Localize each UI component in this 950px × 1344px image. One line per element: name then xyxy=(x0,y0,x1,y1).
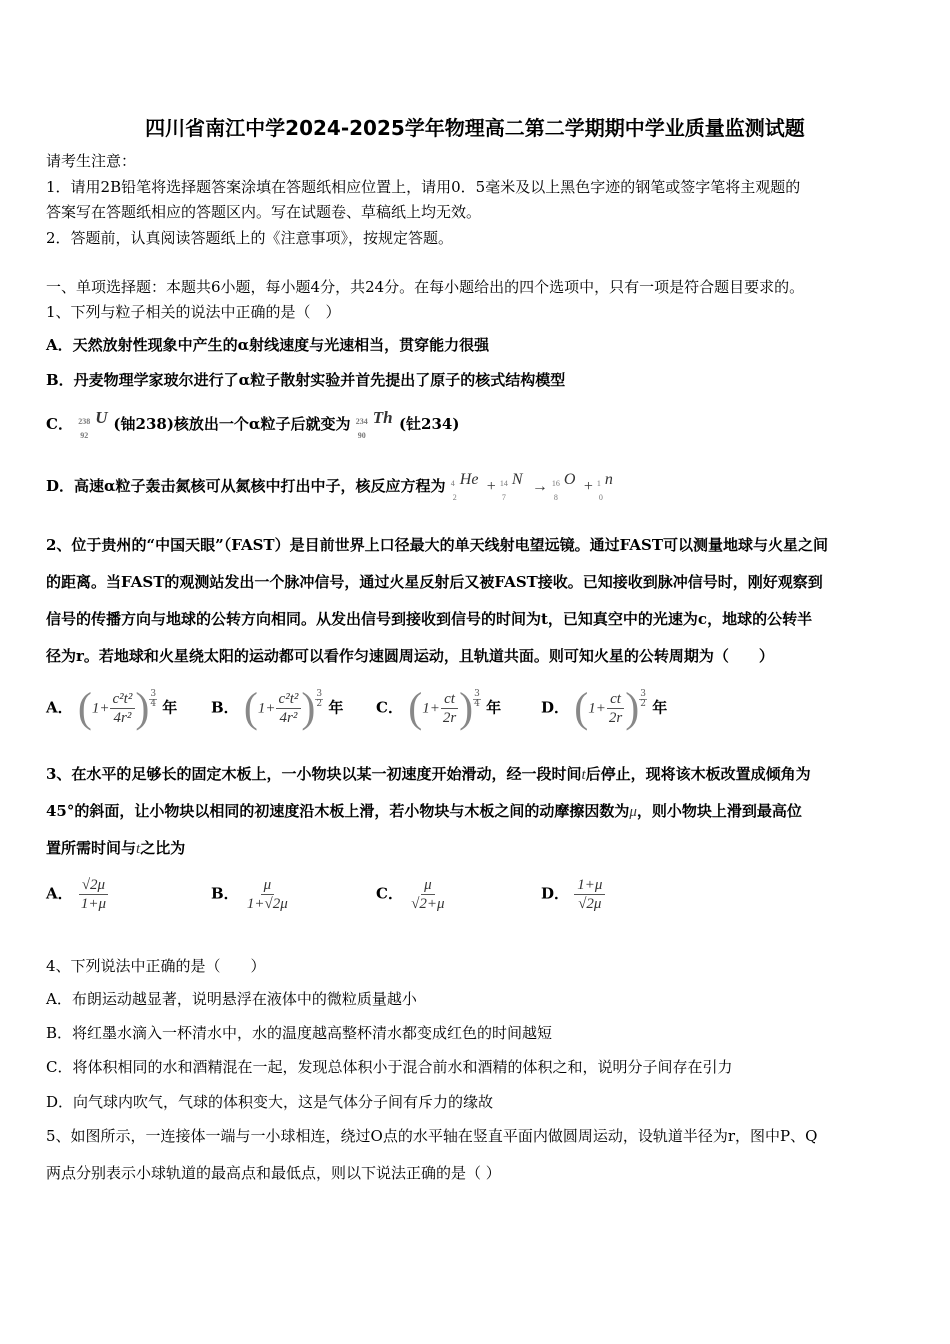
notice-line-1b: 答案写在答题纸相应的答题区内。写在试题卷、草稿纸上均无效。 xyxy=(46,203,482,221)
q2-option-b: B． (1+ $\frac{\text{c²t²}}{\text{4r²}}$ ) $\frac{3}{2}$ 年 xyxy=(211,685,344,732)
q3-option-a-denominator: 1+μ xyxy=(80,896,107,912)
page-title: 四川省南江中学2024-2025学年物理高二第二学期期中学业质量监测试题 xyxy=(145,116,805,140)
q1-option-d xyxy=(46,471,619,503)
q3-var-mu: μ xyxy=(629,804,637,820)
q4-option-b: B．将红墨水滴入一杯清水中，水的温度越高整杯清水都变成红色的时间越短 xyxy=(46,1024,553,1042)
thorium-mass-number: 234 xyxy=(355,417,368,426)
q2-option-b-label: B． xyxy=(211,698,239,717)
he-mass: 4 xyxy=(450,479,455,489)
q3-option-c-numerator: μ xyxy=(421,876,435,895)
q2-option-b-numerator: c²t² xyxy=(276,690,302,709)
q5-line-1: 5、如图所示，一连接体一端与一小球相连，绕过O点的水平轴在竖直平面内做圆周运动，设轨道半径为r，图中P、Q xyxy=(46,1127,818,1145)
n-symbol: N xyxy=(511,471,523,489)
notice-heading: 请考生注意： xyxy=(46,152,137,170)
q3-option-d-label: D． xyxy=(541,884,570,903)
q2-option-a-unit: 年 xyxy=(162,698,178,717)
q3-option-a-numerator: √2μ xyxy=(79,876,108,895)
section-heading: 一、单项选择题：本题共6小题，每小题4分，共24分。在每小题给出的四个选项中，只有一项是符合题目要求的。 xyxy=(46,278,805,296)
q2-option-a-exp-den: 4 xyxy=(150,699,157,709)
q5-line-2: 两点分别表示小球轨道的最高点和最低点，则以下说法正确的是（ ） xyxy=(46,1164,501,1182)
q2-option-d-exp-den: 2 xyxy=(640,699,646,709)
q2-option-d-unit: 年 xyxy=(652,698,668,717)
q2-line-1: 2、位于贵州的“中国天眼”（FAST）是目前世界上口径最大的单天线射电望远镜。通过FAST可以测量地球与火星之间 xyxy=(46,536,829,554)
q1-option-c-label: C． xyxy=(46,415,73,433)
q3-option-a-label: A． xyxy=(46,884,73,903)
q3-option-b-label: B． xyxy=(211,884,239,903)
q2-option-c-one: 1+ xyxy=(422,700,440,717)
q3-var-t-2: t xyxy=(136,841,141,857)
notice-line-2: 2．答题前，认真阅读答题纸上的《注意事项》，按规定答题。 xyxy=(46,229,454,247)
q2-option-d-label: D． xyxy=(541,698,570,717)
q2-option-c-exp-num: 3 xyxy=(474,689,480,699)
q4-stem: 4、下列说法中正确的是（ ） xyxy=(46,957,266,975)
o-charge: 8 xyxy=(553,493,558,503)
q2-line-3: 信号的传播方向与地球的公转方向相同。从发出信号到接收到信号的时间为t，已知真空中的光速为c，地球的公转半 xyxy=(46,610,813,628)
q2-option-d-one: 1+ xyxy=(588,700,606,717)
q1-option-d-text: D．高速α粒子轰击氮核可从氮核中打出中子，核反应方程为 xyxy=(46,477,446,495)
q3-line-2b: ，则小物块上滑到最高位 xyxy=(636,802,802,820)
q2-option-a-one: 1+ xyxy=(91,700,110,717)
plus-sign: + xyxy=(486,478,496,495)
q3-line-3a: 置所需时间与 xyxy=(46,839,137,857)
q2-option-c-denominator: 2r xyxy=(442,710,457,726)
q2-option-b-one: 1+ xyxy=(257,700,276,717)
uranium-isotope xyxy=(78,408,108,440)
q2-option-c-unit: 年 xyxy=(486,698,502,717)
q2-option-b-exp-den: 2 xyxy=(316,699,323,709)
o-symbol: O xyxy=(563,471,576,489)
q3-option-d-numerator: 1+μ xyxy=(574,876,605,895)
q3-line-3b: 之比为 xyxy=(140,839,186,857)
neutron-charge: 0 xyxy=(598,493,603,503)
q2-option-d-numerator: ct xyxy=(607,690,624,709)
q3-line-1b: 后停止，现将该木板改置成倾角为 xyxy=(585,765,811,783)
thorium-isotope xyxy=(355,408,394,440)
uranium-atomic-number: 92 xyxy=(80,431,89,440)
uranium-mass-number: 238 xyxy=(78,417,91,426)
q1-option-b: B．丹麦物理学家玻尔进行了α粒子散射实验并首先提出了原子的核式结构模型 xyxy=(46,371,566,389)
thorium-atomic-number: 90 xyxy=(357,431,366,440)
q1-option-c-end: (钍234) xyxy=(398,415,460,433)
q2-option-a-label: A． xyxy=(46,698,73,717)
neutron-symbol: n xyxy=(604,471,613,489)
q1-option-c xyxy=(46,408,460,440)
q2-line-4: 径为r。若地球和火星绕太阳的运动都可以看作匀速圆周运动，且轨道共面。则可知火星的公转周期为（ ） xyxy=(46,647,774,665)
q2-option-b-denominator: 4r² xyxy=(279,710,298,726)
q3-option-d-denominator: √2μ xyxy=(578,896,602,912)
q1-option-a: A．天然放射性现象中产生的α射线速度与光速相当，贯穿能力很强 xyxy=(46,336,490,354)
reaction-arrow: → xyxy=(531,478,548,495)
o-mass: 16 xyxy=(551,479,560,489)
q2-option-b-unit: 年 xyxy=(328,698,344,717)
q3-option-d xyxy=(541,876,605,913)
q4-option-a: A．布朗运动越显著，说明悬浮在液体中的微粒质量越小 xyxy=(46,990,417,1008)
q3-line-2a: 45°的斜面，让小物块以相同的初速度沿木板上滑，若小物块与木板之间的动摩擦因数为 xyxy=(46,802,630,820)
uranium-symbol: U xyxy=(95,408,108,427)
q2-option-c-numerator: ct xyxy=(441,690,458,709)
q3-line-3 xyxy=(46,838,185,859)
q4-option-d: D．向气球内吹气，气球的体积变大，这是气体分子间有斥力的缘故 xyxy=(46,1093,494,1111)
q3-option-b-numerator: μ xyxy=(261,876,275,895)
q3-option-b-denominator: 1+√2μ xyxy=(246,896,288,912)
n-mass: 14 xyxy=(499,479,508,489)
q3-line-1a: 3、在水平的足够长的固定木板上，一小物块以某一初速度开始滑动，经一段时间 xyxy=(46,765,582,783)
q1-stem: 1、下列与粒子相关的说法中正确的是（ ） xyxy=(46,303,341,321)
q3-option-a xyxy=(46,876,109,913)
he-symbol: He xyxy=(459,471,479,489)
q2-line-2: 的距离。当FAST的观测站发出一个脉冲信号，通过火星反射后又被FAST接收。已知接收到脉冲信号时，刚好观察到 xyxy=(46,573,823,591)
q2-option-a: A． (1+ $\frac{\text{c²t²}}{\text{4r²}}$ ) $\frac{3}{4}$ 年 xyxy=(46,685,178,732)
n-charge: 7 xyxy=(501,493,506,503)
q3-option-b xyxy=(211,876,291,913)
thorium-symbol: Th xyxy=(372,408,393,427)
q2-option-a-exp-num: 3 xyxy=(150,689,157,699)
q3-option-c-label: C． xyxy=(376,884,403,903)
q3-var-t: t xyxy=(581,767,586,783)
q3-option-c xyxy=(376,876,448,913)
nuclear-equation xyxy=(450,471,619,503)
notice-line-1a: 1．请用2B铅笔将选择题答案涂填在答题纸相应位置上，请用0．5毫米及以上黑色字迹的钢笔或签字笔将主观题的 xyxy=(46,178,801,196)
he-charge: 2 xyxy=(452,493,457,503)
q2-option-d-exp-num: 3 xyxy=(640,689,646,699)
q4-option-c: C．将体积相同的水和酒精混在一起，发现总体积小于混合前水和酒精的体积之和，说明分子间存在引力 xyxy=(46,1058,733,1076)
q3-line-2 xyxy=(46,801,802,822)
q3-line-1 xyxy=(46,764,811,785)
q2-option-c: C． (1+ $\frac{ct}{2r}$ ) $\frac{3}{4}$ 年 xyxy=(376,685,502,732)
q2-option-c-label: C． xyxy=(376,698,403,717)
q1-option-c-mid: (铀238)核放出一个α粒子后就变为 xyxy=(113,415,351,433)
q2-option-d: D． (1+ $\frac{ct}{2r}$ ) $\frac{3}{2}$ 年 xyxy=(541,685,668,732)
q2-option-c-exp-den: 4 xyxy=(474,699,480,709)
q2-option-b-exp-num: 3 xyxy=(316,689,323,699)
q2-option-a-denominator: 4r² xyxy=(113,710,132,726)
q3-option-c-denominator: √2+μ xyxy=(411,896,445,912)
q2-option-a-numerator: c²t² xyxy=(110,690,136,709)
q2-option-d-denominator: 2r xyxy=(608,710,623,726)
plus-sign-2: + xyxy=(583,478,593,495)
neutron-mass: 1 xyxy=(596,479,601,489)
